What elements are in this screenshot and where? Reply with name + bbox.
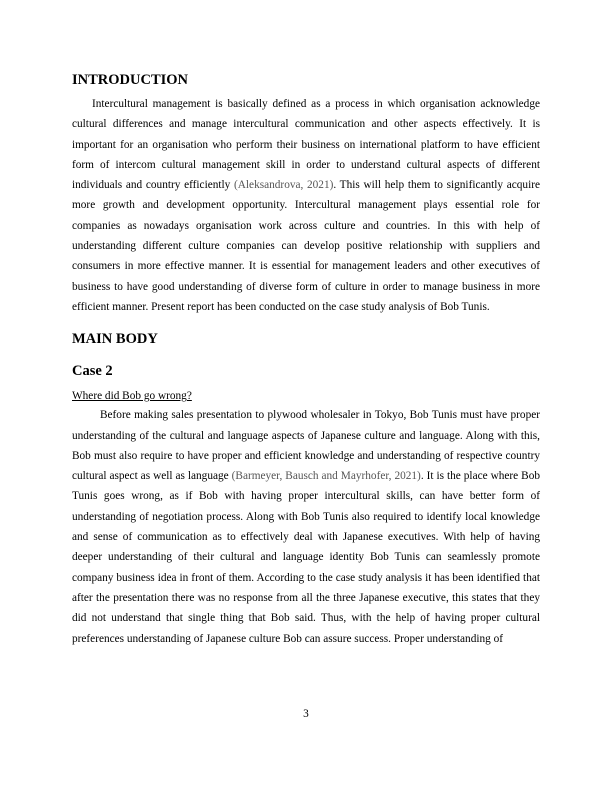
question-subheading: Where did Bob go wrong?	[72, 390, 192, 403]
main-body-heading: MAIN BODY	[72, 331, 158, 348]
introduction-text-a: Intercultural management is basically defined as a process in which organisation acknowledge cultural differences and manage intercultural communication and other aspects effectively. It is important for an organisation who perform their business on international platform to have efficient form of intercom cultural management skill in order to understand cultural aspects of different individuals and country efficiently	[72, 98, 540, 192]
case-heading: Case 2	[72, 363, 113, 380]
citation-barmeyer: (Barmeyer, Bausch and Mayrhofer, 2021)	[231, 470, 421, 483]
introduction-heading: INTRODUCTION	[72, 72, 189, 88]
case-text-b: . It is the place where Bob Tunis goes wrong, as if Bob with having proper intercultural skills, can have better form of understanding of negotiation process. Along with Bob Tunis also required to identify local knowledge and sense of communication as to effectively deal with Japanese executives. With help of having deeper understanding of their cultural and language identity Bob Tunis can seamlessly promote company business idea in front of them. According to the case study analysis it has been identified that after the presentation there was no response from all the three Japanese executive, this states that they did not understand that single thing that Bob said. Thus, with the help of having proper cultural preferences understanding of Japanese culture Bob can assure success. Proper understanding of	[72, 470, 540, 645]
introduction-paragraph	[72, 94, 540, 317]
case-paragraph	[72, 405, 540, 649]
citation-aleksandrova: (Aleksandrova, 2021)	[234, 179, 334, 192]
case-text-a: Before making sales presentation to plywood wholesaler in Tokyo, Bob Tunis must have proper understanding of the cultural and language aspects of Japanese culture and language. Along with this, Bob must also require to have proper and efficient knowledge and understanding of respective country cultural aspect as well as language	[72, 409, 540, 483]
introduction-text-b: . This will help them to significantly acquire more growth and development opportunity. Intercultural management plays essential role for companies as nowadays organisation work across culture and countries. In this with help of understanding different culture companies can develop positive relationship with suppliers and consumers in more effective manner. It is essential for management leaders and other executives of business to have good understanding of diverse form of culture in order to manage business in more efficient manner. Present report has been conducted on the case study analysis of Bob Tunis.	[72, 179, 540, 313]
document-page	[72, 70, 540, 649]
page-number: 3	[303, 708, 309, 720]
